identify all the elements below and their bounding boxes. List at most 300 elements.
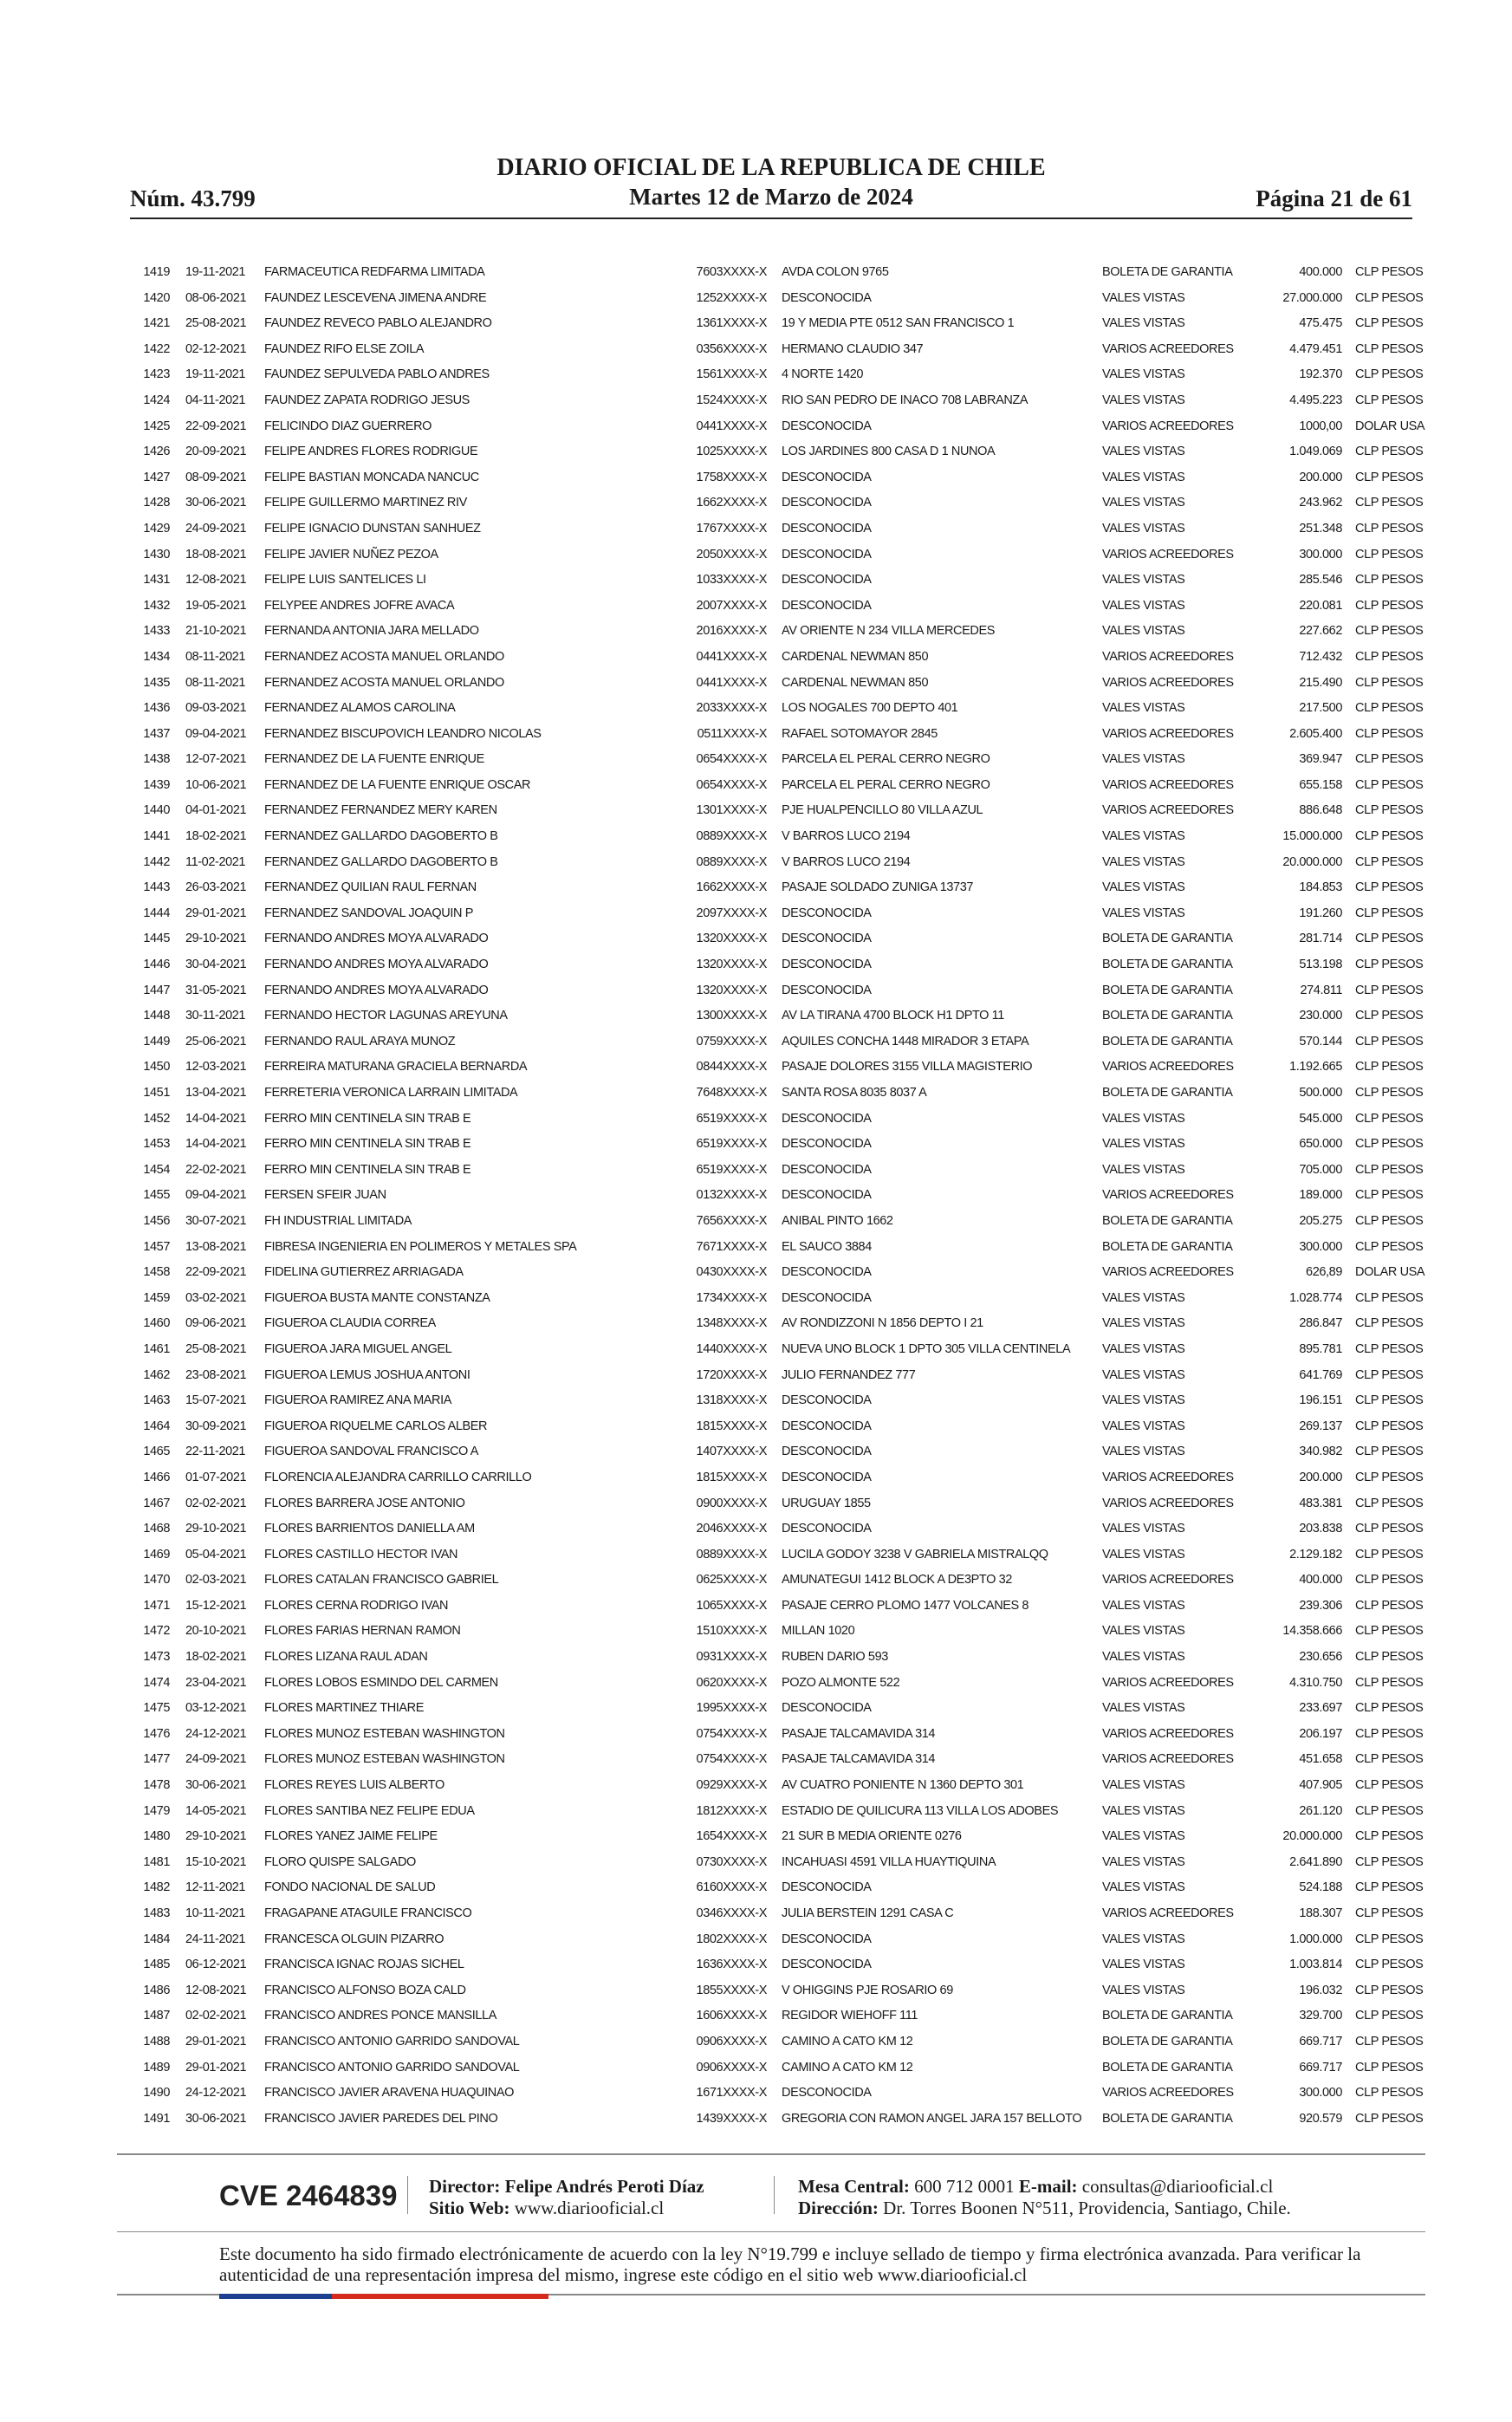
- row-amount: 626,89: [1306, 1265, 1342, 1280]
- row-type: VALES VISTAS: [1102, 1547, 1185, 1562]
- row-rut: 7656XXXX-X: [696, 1213, 767, 1228]
- row-type: VALES VISTAS: [1102, 1880, 1185, 1895]
- table-row: [130, 260, 1424, 286]
- row-currency: CLP PESOS: [1355, 1470, 1424, 1484]
- row-type: VALES VISTAS: [1102, 854, 1185, 869]
- row-type: VALES VISTAS: [1102, 1829, 1185, 1844]
- row-date: 09-06-2021: [185, 1316, 247, 1331]
- row-rut: 1662XXXX-X: [696, 496, 767, 510]
- table-row: [130, 568, 1424, 594]
- table-row: [130, 747, 1424, 773]
- row-date: 15-12-2021: [185, 1598, 247, 1613]
- row-name: FARMACEUTICA REDFARMA LIMITADA: [264, 265, 485, 279]
- row-rut: 1361XXXX-X: [696, 316, 767, 331]
- row-date: 10-11-2021: [185, 1906, 246, 1920]
- row-amount: 27.000.000: [1282, 290, 1342, 305]
- row-currency: CLP PESOS: [1355, 598, 1424, 613]
- row-amount: 650.000: [1299, 1137, 1342, 1152]
- row-rut: 6519XXXX-X: [696, 1111, 767, 1126]
- row-type: BOLETA DE GARANTIA: [1102, 1086, 1233, 1100]
- table-row: [130, 2107, 1424, 2133]
- row-date: 23-08-2021: [185, 1367, 247, 1382]
- row-currency: CLP PESOS: [1355, 1341, 1424, 1356]
- row-rut: 2046XXXX-X: [696, 1522, 767, 1536]
- row-number: 1449: [143, 1034, 170, 1049]
- row-address: V BARROS LUCO 2194: [782, 854, 911, 869]
- row-amount: 655.158: [1299, 777, 1342, 792]
- row-number: 1462: [143, 1367, 170, 1382]
- row-name: FERNANDA ANTONIA JARA MELLADO: [264, 624, 479, 639]
- header-divider: [130, 218, 1412, 219]
- row-rut: 1301XXXX-X: [696, 803, 767, 818]
- row-amount: 300.000: [1299, 2086, 1342, 2101]
- row-rut: 1348XXXX-X: [696, 1316, 767, 1331]
- row-number: 1478: [143, 1778, 170, 1793]
- row-currency: CLP PESOS: [1355, 829, 1424, 844]
- row-address: LUCILA GODOY 3238 V GABRIELA MISTRALQQ: [782, 1547, 1048, 1562]
- row-type: BOLETA DE GARANTIA: [1102, 958, 1233, 972]
- row-address: DESCONOCIDA: [782, 1419, 872, 1433]
- row-currency: CLP PESOS: [1355, 1675, 1424, 1690]
- row-rut: 1758XXXX-X: [696, 470, 767, 484]
- table-row: [130, 2003, 1424, 2029]
- row-date: 19-05-2021: [185, 598, 247, 613]
- row-address: AQUILES CONCHA 1448 MIRADOR 3 ETAPA: [782, 1034, 1029, 1049]
- row-rut: 0900XXXX-X: [696, 1496, 767, 1510]
- row-type: VALES VISTAS: [1102, 445, 1185, 459]
- row-rut: 7671XXXX-X: [696, 1239, 767, 1254]
- row-name: FLORES CATALAN FRANCISCO GABRIEL: [264, 1573, 499, 1588]
- row-type: BOLETA DE GARANTIA: [1102, 983, 1233, 997]
- row-number: 1435: [143, 675, 170, 690]
- table-row: [130, 2029, 1424, 2055]
- row-number: 1434: [143, 649, 170, 664]
- row-name: FERNANDEZ SANDOVAL JOAQUIN P: [264, 906, 473, 920]
- row-address: PJE HUALPENCILLO 80 VILLA AZUL: [782, 803, 983, 818]
- row-name: FERNANDEZ GALLARDO DAGOBERTO B: [264, 854, 498, 869]
- row-address: AVDA COLON 9765: [782, 265, 889, 279]
- row-address: AV CUATRO PONIENTE N 1360 DEPTO 301: [782, 1778, 1024, 1793]
- row-address: CARDENAL NEWMAN 850: [782, 649, 929, 664]
- row-name: FAUNDEZ LESCEVENA JIMENA ANDRE: [264, 290, 487, 305]
- row-number: 1477: [143, 1752, 170, 1767]
- row-rut: 0889XXXX-X: [696, 854, 767, 869]
- row-currency: CLP PESOS: [1355, 445, 1424, 459]
- row-date: 04-01-2021: [185, 803, 247, 818]
- row-type: VALES VISTAS: [1102, 470, 1185, 484]
- row-name: FIDELINA GUTIERREZ ARRIAGADA: [264, 1265, 464, 1280]
- row-currency: CLP PESOS: [1355, 265, 1424, 279]
- row-address: PASAJE CERRO PLOMO 1477 VOLCANES 8: [782, 1598, 1029, 1613]
- row-type: BOLETA DE GARANTIA: [1102, 1213, 1233, 1228]
- row-date: 12-08-2021: [185, 573, 247, 588]
- row-currency: CLP PESOS: [1355, 290, 1424, 305]
- page-header: [130, 154, 1412, 217]
- row-amount: 329.700: [1299, 2009, 1342, 2023]
- table-row: [130, 1337, 1424, 1363]
- row-number: 1458: [143, 1265, 170, 1280]
- row-name: FELIPE LUIS SANTELICES LI: [264, 573, 426, 588]
- row-number: 1473: [143, 1650, 170, 1665]
- row-number: 1482: [143, 1880, 170, 1895]
- row-number: 1442: [143, 854, 170, 869]
- row-type: VARIOS ACREEDORES: [1102, 803, 1234, 818]
- row-date: 19-11-2021: [185, 265, 246, 279]
- row-name: FERNANDO ANDRES MOYA ALVARADO: [264, 958, 489, 972]
- row-number: 1453: [143, 1137, 170, 1152]
- row-type: VALES VISTAS: [1102, 1445, 1185, 1459]
- row-date: 04-11-2021: [185, 393, 246, 407]
- row-address: DESCONOCIDA: [782, 1958, 872, 1972]
- row-number: 1467: [143, 1496, 170, 1510]
- row-date: 11-02-2021: [185, 854, 246, 869]
- email-link[interactable]: consultas@diariooficial.cl: [1081, 2176, 1274, 2197]
- row-date: 09-04-2021: [185, 726, 247, 741]
- row-date: 26-03-2021: [185, 880, 247, 895]
- row-address: ANIBAL PINTO 1662: [782, 1213, 893, 1228]
- row-name: FH INDUSTRIAL LIMITADA: [264, 1213, 412, 1228]
- row-number: 1448: [143, 1009, 170, 1023]
- row-address: SANTA ROSA 8035 8037 A: [782, 1086, 927, 1100]
- row-number: 1430: [143, 547, 170, 562]
- row-currency: CLP PESOS: [1355, 1983, 1424, 1997]
- row-amount: 227.662: [1299, 624, 1342, 639]
- row-date: 02-03-2021: [185, 1573, 247, 1588]
- row-rut: 6160XXXX-X: [696, 1880, 767, 1895]
- row-date: 12-07-2021: [185, 752, 247, 767]
- table-row: [130, 311, 1424, 337]
- row-currency: CLP PESOS: [1355, 1701, 1424, 1716]
- table-row: [130, 439, 1424, 465]
- row-name: FIGUEROA BUSTA MANTE CONSTANZA: [264, 1290, 490, 1305]
- row-type: BOLETA DE GARANTIA: [1102, 2111, 1233, 2126]
- row-currency: CLP PESOS: [1355, 1932, 1424, 1946]
- row-rut: 0889XXXX-X: [696, 1547, 767, 1562]
- row-rut: 0654XXXX-X: [696, 752, 767, 767]
- row-amount: 192.370: [1299, 367, 1342, 382]
- table-row: [130, 798, 1424, 824]
- row-address: DESCONOCIDA: [782, 1137, 872, 1152]
- row-rut: 0346XXXX-X: [696, 1906, 767, 1920]
- row-name: FERRETERIA VERONICA LARRAIN LIMITADA: [264, 1086, 518, 1100]
- row-date: 01-07-2021: [185, 1470, 247, 1484]
- address-label: Dirección:: [798, 2198, 879, 2218]
- row-number: 1437: [143, 726, 170, 741]
- row-currency: CLP PESOS: [1355, 1752, 1424, 1767]
- row-number: 1464: [143, 1419, 170, 1433]
- row-currency: CLP PESOS: [1355, 1522, 1424, 1536]
- table-row: [130, 978, 1424, 1004]
- row-amount: 712.432: [1299, 649, 1342, 664]
- row-name: FIGUEROA CLAUDIA CORREA: [264, 1316, 436, 1331]
- row-name: FERNANDEZ ACOSTA MANUEL ORLANDO: [264, 649, 504, 664]
- row-address: DESCONOCIDA: [782, 598, 872, 613]
- row-date: 05-04-2021: [185, 1547, 247, 1562]
- row-type: VALES VISTAS: [1102, 573, 1185, 588]
- row-type: VALES VISTAS: [1102, 829, 1185, 844]
- row-currency: CLP PESOS: [1355, 341, 1424, 356]
- issue-date: Martes 12 de Marzo de 2024: [629, 184, 913, 210]
- table-row: [130, 875, 1424, 901]
- row-name: FELIPE BASTIAN MONCADA NANCUC: [264, 470, 479, 484]
- row-currency: CLP PESOS: [1355, 906, 1424, 920]
- table-row: [130, 1107, 1424, 1133]
- row-date: 30-07-2021: [185, 1213, 247, 1228]
- row-currency: CLP PESOS: [1355, 2111, 1424, 2126]
- page-number: Página 21 de 61: [1256, 185, 1412, 211]
- row-type: VALES VISTAS: [1102, 1316, 1185, 1331]
- row-amount: 20.000.000: [1282, 854, 1342, 869]
- table-row: [130, 696, 1424, 722]
- table-row: [130, 1799, 1424, 1825]
- table-row: [130, 1722, 1424, 1748]
- row-address: DESCONOCIDA: [782, 1445, 872, 1459]
- row-rut: 0759XXXX-X: [696, 1034, 767, 1049]
- row-number: 1422: [143, 341, 170, 356]
- row-rut: 1802XXXX-X: [696, 1932, 767, 1946]
- row-number: 1445: [143, 932, 170, 946]
- row-currency: CLP PESOS: [1355, 1547, 1424, 1562]
- row-amount: 15.000.000: [1282, 829, 1342, 844]
- row-type: VALES VISTAS: [1102, 1803, 1185, 1818]
- row-name: FERNANDEZ ACOSTA MANUEL ORLANDO: [264, 675, 504, 690]
- row-number: 1444: [143, 906, 170, 920]
- table-row: [130, 1568, 1424, 1594]
- row-currency: CLP PESOS: [1355, 470, 1424, 484]
- row-name: FIBRESA INGENIERIA EN POLIMEROS Y METALES SPA: [264, 1239, 577, 1254]
- row-currency: CLP PESOS: [1355, 393, 1424, 407]
- row-type: VARIOS ACREEDORES: [1102, 547, 1234, 562]
- row-type: VALES VISTAS: [1102, 1522, 1185, 1536]
- row-address: LOS JARDINES 800 CASA D 1 NUNOA: [782, 445, 996, 459]
- row-name: FAUNDEZ REVECO PABLO ALEJANDRO: [264, 316, 492, 331]
- table-row: [130, 1003, 1424, 1029]
- footer-middle-rule: [117, 2231, 1425, 2232]
- table-row: [130, 1158, 1424, 1184]
- row-name: FLORES LOBOS ESMINDO DEL CARMEN: [264, 1675, 498, 1690]
- table-row: [130, 1029, 1424, 1055]
- row-amount: 475.475: [1299, 316, 1342, 331]
- row-amount: 886.648: [1299, 803, 1342, 818]
- row-name: FRANCISCO JAVIER PAREDES DEL PINO: [264, 2111, 498, 2126]
- web-label: Sitio Web:: [429, 2198, 510, 2218]
- row-date: 25-06-2021: [185, 1034, 247, 1049]
- row-name: FRANCESCA OLGUIN PIZARRO: [264, 1932, 445, 1946]
- row-amount: 1.000.000: [1289, 1932, 1342, 1946]
- row-number: 1480: [143, 1829, 170, 1844]
- row-type: VARIOS ACREEDORES: [1102, 1470, 1234, 1484]
- row-type: VALES VISTAS: [1102, 1367, 1185, 1382]
- row-type: VALES VISTAS: [1102, 1393, 1185, 1408]
- row-name: FRANCISCA IGNAC ROJAS SICHEL: [264, 1958, 464, 1972]
- row-amount: 230.000: [1299, 1009, 1342, 1023]
- row-address: INCAHUASI 4591 VILLA HUAYTIQUINA: [782, 1854, 996, 1869]
- row-rut: 1320XXXX-X: [696, 983, 767, 997]
- row-address: DESCONOCIDA: [782, 1932, 872, 1946]
- row-currency: CLP PESOS: [1355, 1009, 1424, 1023]
- row-amount: 340.982: [1299, 1445, 1342, 1459]
- row-number: 1423: [143, 367, 170, 382]
- row-amount: 895.781: [1299, 1341, 1342, 1356]
- row-number: 1450: [143, 1060, 170, 1075]
- row-address: 21 SUR B MEDIA ORIENTE 0276: [782, 1829, 962, 1844]
- row-type: VALES VISTAS: [1102, 316, 1185, 331]
- row-rut: 6519XXXX-X: [696, 1137, 767, 1152]
- row-address: DESCONOCIDA: [782, 906, 872, 920]
- row-rut: 0654XXXX-X: [696, 777, 767, 792]
- row-date: 02-12-2021: [185, 341, 247, 356]
- row-amount: 705.000: [1299, 1162, 1342, 1177]
- row-rut: 0754XXXX-X: [696, 1726, 767, 1741]
- row-currency: CLP PESOS: [1355, 1624, 1424, 1639]
- page-footer: [117, 2153, 1425, 2309]
- table-row: [130, 1209, 1424, 1235]
- row-name: FRANCISCO JAVIER ARAVENA HUAQUINAO: [264, 2086, 515, 2101]
- row-name: FLORES MUNOZ ESTEBAN WASHINGTON: [264, 1752, 505, 1767]
- row-rut: 0356XXXX-X: [696, 341, 767, 356]
- row-amount: 200.000: [1299, 470, 1342, 484]
- row-number: 1485: [143, 1958, 170, 1972]
- row-type: VARIOS ACREEDORES: [1102, 419, 1234, 433]
- table-row: [130, 490, 1424, 516]
- row-address: DESCONOCIDA: [782, 419, 872, 433]
- row-date: 14-04-2021: [185, 1111, 247, 1126]
- row-rut: 1065XXXX-X: [696, 1598, 767, 1613]
- table-row: [130, 619, 1424, 645]
- row-address: PARCELA EL PERAL CERRO NEGRO: [782, 752, 990, 767]
- row-type: VALES VISTAS: [1102, 1624, 1185, 1639]
- row-date: 30-09-2021: [185, 1419, 247, 1433]
- row-type: VARIOS ACREEDORES: [1102, 1265, 1234, 1280]
- row-name: FIGUEROA LEMUS JOSHUA ANTONI: [264, 1367, 470, 1382]
- row-type: VALES VISTAS: [1102, 701, 1185, 716]
- table-row: [130, 1363, 1424, 1389]
- row-number: 1436: [143, 701, 170, 716]
- row-address: ESTADIO DE QUILICURA 113 VILLA LOS ADOBES: [782, 1803, 1059, 1818]
- web-link[interactable]: www.diariooficial.cl: [514, 2198, 665, 2218]
- row-number: 1440: [143, 803, 170, 818]
- row-date: 08-11-2021: [185, 675, 246, 690]
- table-row: [130, 362, 1424, 388]
- row-name: FERSEN SFEIR JUAN: [264, 1188, 386, 1203]
- row-rut: 2050XXXX-X: [696, 547, 767, 562]
- row-type: VARIOS ACREEDORES: [1102, 649, 1234, 664]
- row-currency: CLP PESOS: [1355, 573, 1424, 588]
- row-amount: 14.358.666: [1282, 1624, 1342, 1639]
- table-row: [130, 773, 1424, 799]
- row-currency: CLP PESOS: [1355, 880, 1424, 895]
- row-type: VALES VISTAS: [1102, 496, 1185, 510]
- row-amount: 1.003.814: [1289, 1958, 1342, 1972]
- row-currency: CLP PESOS: [1355, 1393, 1424, 1408]
- row-date: 15-07-2021: [185, 1393, 247, 1408]
- row-number: 1457: [143, 1239, 170, 1254]
- row-date: 30-04-2021: [185, 958, 247, 972]
- row-rut: 0929XXXX-X: [696, 1778, 767, 1793]
- table-row: [130, 1542, 1424, 1568]
- row-currency: CLP PESOS: [1355, 1778, 1424, 1793]
- row-rut: 1561XXXX-X: [696, 367, 767, 382]
- row-date: 30-11-2021: [185, 1009, 246, 1023]
- table-row: [130, 1773, 1424, 1799]
- row-type: BOLETA DE GARANTIA: [1102, 2034, 1233, 2049]
- row-currency: CLP PESOS: [1355, 521, 1424, 536]
- row-amount: 20.000.000: [1282, 1829, 1342, 1844]
- row-type: VARIOS ACREEDORES: [1102, 1496, 1234, 1510]
- table-row: [130, 1747, 1424, 1773]
- row-date: 03-12-2021: [185, 1701, 247, 1716]
- row-number: 1452: [143, 1111, 170, 1126]
- row-rut: 0441XXXX-X: [696, 675, 767, 690]
- row-type: VALES VISTAS: [1102, 1290, 1185, 1305]
- row-date: 29-01-2021: [185, 2034, 247, 2049]
- row-date: 06-12-2021: [185, 1958, 247, 1972]
- row-address: AV RONDIZZONI N 1856 DEPTO I 21: [782, 1316, 983, 1331]
- row-type: BOLETA DE GARANTIA: [1102, 932, 1233, 946]
- row-name: FERREIRA MATURANA GRACIELA BERNARDA: [264, 1060, 528, 1075]
- row-number: 1459: [143, 1290, 170, 1305]
- row-currency: CLP PESOS: [1355, 547, 1424, 562]
- row-name: FRANCISCO ANDRES PONCE MANSILLA: [264, 2009, 496, 2023]
- row-address: DESCONOCIDA: [782, 932, 872, 946]
- row-currency: CLP PESOS: [1355, 1188, 1424, 1203]
- row-type: VARIOS ACREEDORES: [1102, 1675, 1234, 1690]
- footer-separator: [774, 2176, 775, 2214]
- table-row: [130, 1081, 1424, 1107]
- row-number: 1461: [143, 1341, 170, 1356]
- table-row: [130, 1491, 1424, 1517]
- row-type: VALES VISTAS: [1102, 1419, 1185, 1433]
- table-row: [130, 722, 1424, 748]
- row-amount: 261.120: [1299, 1803, 1342, 1818]
- row-name: FRANCISCO ANTONIO GARRIDO SANDOVAL: [264, 2060, 520, 2075]
- row-address: POZO ALMONTE 522: [782, 1675, 900, 1690]
- row-number: 1441: [143, 829, 170, 844]
- row-currency: CLP PESOS: [1355, 496, 1424, 510]
- row-name: FLORES LIZANA RAUL ADAN: [264, 1650, 428, 1665]
- row-amount: 188.307: [1299, 1906, 1342, 1920]
- row-name: FAUNDEZ RIFO ELSE ZOILA: [264, 341, 425, 356]
- address-value: Dr. Torres Boonen N°511, Providencia, Santiago, Chile.: [883, 2198, 1291, 2218]
- table-row: [130, 1516, 1424, 1542]
- row-address: AV LA TIRANA 4700 BLOCK H1 DPTO 11: [782, 1009, 1004, 1023]
- row-name: FRANCISCO ALFONSO BOZA CALD: [264, 1983, 466, 1997]
- table-row: [130, 850, 1424, 876]
- row-type: VARIOS ACREEDORES: [1102, 1188, 1234, 1203]
- row-number: 1425: [143, 419, 170, 433]
- row-rut: 1510XXXX-X: [696, 1624, 767, 1639]
- row-currency: CLP PESOS: [1355, 701, 1424, 716]
- row-type: BOLETA DE GARANTIA: [1102, 1034, 1233, 1049]
- row-currency: CLP PESOS: [1355, 1573, 1424, 1588]
- director-name: Felipe Andrés Peroti Díaz: [504, 2176, 704, 2197]
- row-number: 1486: [143, 1983, 170, 1997]
- row-date: 22-11-2021: [185, 1445, 246, 1459]
- row-amount: 407.905: [1299, 1778, 1342, 1793]
- director-label: Director:: [429, 2176, 501, 2197]
- row-currency: CLP PESOS: [1355, 675, 1424, 690]
- row-name: FONDO NACIONAL DE SALUD: [264, 1880, 436, 1895]
- row-number: 1419: [143, 265, 170, 279]
- row-date: 29-01-2021: [185, 2060, 247, 2075]
- row-date: 18-08-2021: [185, 547, 247, 562]
- row-date: 13-08-2021: [185, 1239, 247, 1254]
- row-name: FELIPE GUILLERMO MARTINEZ RIV: [264, 496, 467, 510]
- legal-notice: Este documento ha sido firmado electrónicamente de acuerdo con la ley N°19.799 e incluye sellado de tiempo y firma electrónica avanzada. Para verificar la autenticidad de una representación impresa del mismo, ingrese este código en el sitio web www.diariooficial.cl: [219, 2243, 1361, 2285]
- table-row: [130, 1183, 1424, 1209]
- row-address: DESCONOCIDA: [782, 1290, 872, 1305]
- row-currency: CLP PESOS: [1355, 1034, 1424, 1049]
